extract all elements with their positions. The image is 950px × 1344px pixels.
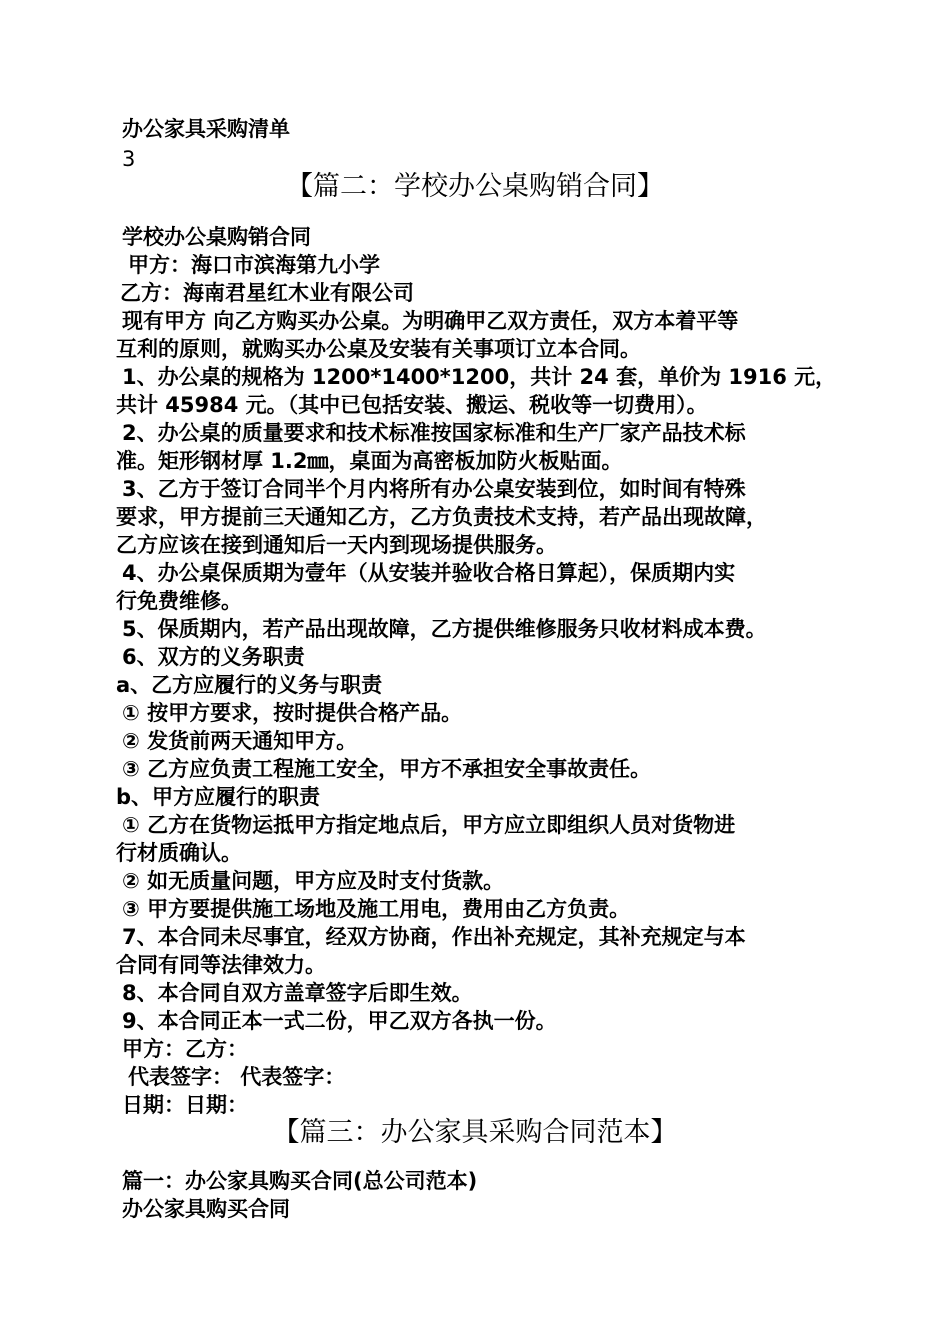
section3-title: 办公家具购买合同	[122, 1197, 290, 1221]
party-a: 甲方：海口市滨海第九小学	[128, 253, 380, 277]
clause6b-item-1-line-1: ① 乙方在货物运抵甲方指定地点后，甲方应立即组织人员对货物进	[122, 813, 736, 837]
clause6b-item-3: ③ 甲方要提供施工场地及施工用电，费用由乙方负责。	[122, 897, 631, 921]
party-b: 乙方：海南君星红木业有限公司	[120, 281, 414, 305]
top-title: 办公家具采购清单	[122, 117, 290, 141]
clause3-line-2: 要求，甲方提前三天通知乙方，乙方负责技术支持，若产品出现故障，	[116, 505, 767, 529]
clause7-line-1: 7、本合同未尽事宜，经双方协商，作出补充规定，其补充规定与本	[122, 925, 746, 949]
clause6a-item-2: ② 发货前两天通知甲方。	[122, 729, 358, 753]
contract-title: 学校办公桌购销合同	[122, 225, 311, 249]
clause6b: b、甲方应履行的职责	[116, 785, 321, 809]
signature-parties: 甲方：乙方：	[122, 1037, 248, 1061]
clause2-line-1: 2、办公桌的质量要求和技术标准按国家标准和生产厂家产品技术标	[122, 421, 746, 445]
clause6a-item-1: ① 按甲方要求，按时提供合格产品。	[122, 701, 463, 725]
clause9: 9、本合同正本一式二份，甲乙双方各执一份。	[122, 1009, 557, 1033]
clause6b-item-2: ② 如无质量问题，甲方应及时支付货款。	[122, 869, 505, 893]
top-number: 3	[122, 147, 136, 171]
intro-line-1: 现有甲方 向乙方购买办公桌。为明确甲乙双方责任，双方本着平等	[122, 309, 739, 333]
clause3-line-3: 乙方应该在接到通知后一天内到现场提供服务。	[116, 533, 557, 557]
clause2-line-2: 准。矩形钢材厚 1.2㎜，桌面为高密板加防火板贴面。	[116, 449, 623, 473]
clause6a-item-3: ③ 乙方应负责工程施工安全，甲方不承担安全事故责任。	[122, 757, 652, 781]
signature-dates: 日期：日期：	[122, 1093, 248, 1117]
section3-subheading: 篇一：办公家具购买合同(总公司范本)	[122, 1169, 478, 1193]
clause4-line-2: 行免费维修。	[116, 589, 242, 613]
clause5: 5、保质期内，若产品出现故障，乙方提供维修服务只收材料成本费。	[122, 617, 767, 641]
clause3-line-1: 3、乙方于签订合同半个月内将所有办公桌安装到位，如时间有特殊	[122, 477, 746, 501]
clause7-line-2: 合同有同等法律效力。	[116, 953, 326, 977]
clause4-line-1: 4、办公桌保质期为壹年（从安装并验收合格日算起），保质期内实	[122, 561, 736, 585]
signature-representatives: 代表签字： 代表签字：	[128, 1065, 346, 1089]
clause1-line-1: 1、办公桌的规格为 1200*1400*1200，共计 24 套，单价为 1916 元，	[122, 365, 837, 389]
clause8: 8、本合同自双方盖章签字后即生效。	[122, 981, 473, 1005]
section2-heading: 【篇二：学校办公桌购销合同】	[286, 171, 664, 202]
section3-heading: 【篇三：办公家具采购合同范本】	[272, 1117, 678, 1148]
clause6: 6、双方的义务职责	[122, 645, 305, 669]
intro-line-2: 互利的原则，就购买办公桌及安装有关事项订立本合同。	[116, 337, 641, 361]
clause1-line-2: 共计 45984 元。（其中已包括安装、搬运、税收等一切费用）。	[116, 393, 708, 417]
clause6a: a、乙方应履行的义务与职责	[116, 673, 383, 697]
clause6b-item-1-line-2: 行材质确认。	[116, 841, 242, 865]
